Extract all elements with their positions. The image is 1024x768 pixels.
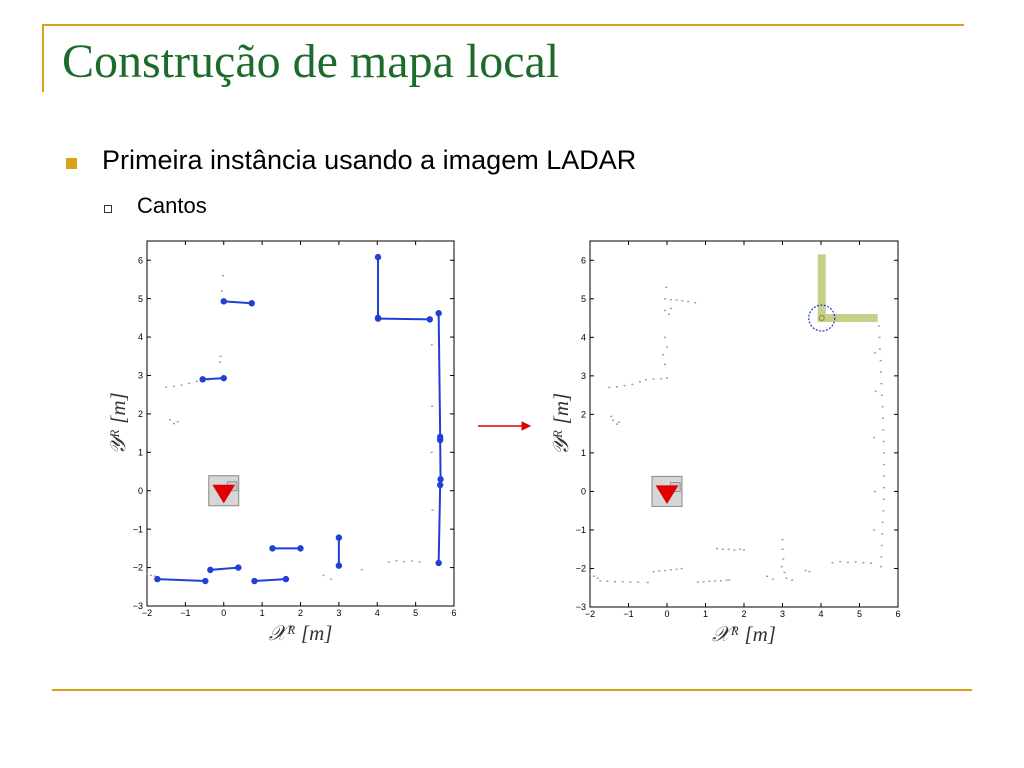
scan-point <box>791 579 793 580</box>
scan-point <box>694 302 696 303</box>
scan-point <box>431 344 433 345</box>
scan-point <box>726 579 728 580</box>
scan-point <box>875 391 877 392</box>
scan-point <box>188 383 190 384</box>
y-tick-label: −3 <box>132 601 143 612</box>
scan-point <box>681 568 683 569</box>
segment-endpoint <box>154 576 160 582</box>
x-tick-label: −1 <box>180 608 191 618</box>
scan-point <box>181 384 183 385</box>
y-tick-label: 1 <box>137 447 143 458</box>
scan-point <box>599 580 601 581</box>
title-accent-horizontal <box>42 24 964 26</box>
scan-point <box>221 290 223 291</box>
y-tick-label: −2 <box>575 563 586 574</box>
slide-title: Construção de mapa local <box>62 35 560 88</box>
y-tick-label: 0 <box>580 486 586 497</box>
y-tick-label: 6 <box>580 255 586 266</box>
x-tick-label: 3 <box>779 609 786 619</box>
chart-right-corner <box>540 228 920 658</box>
segment-endpoint <box>221 298 227 304</box>
scan-point <box>708 581 710 582</box>
segment-endpoint <box>199 376 205 382</box>
scan-point <box>664 570 666 571</box>
scan-point <box>670 299 672 300</box>
segment-endpoint <box>207 567 213 573</box>
scan-point <box>330 579 332 580</box>
scan-point <box>616 386 618 387</box>
scan-point <box>664 337 666 338</box>
scan-point <box>728 549 730 550</box>
scan-point <box>862 562 864 563</box>
y-tick-label: 5 <box>580 293 586 304</box>
scan-point <box>165 386 167 387</box>
scan-point <box>879 337 881 338</box>
scan-point <box>716 548 718 549</box>
scan-point <box>714 580 716 581</box>
scan-point <box>766 576 768 577</box>
y-tick-label: 6 <box>137 255 143 266</box>
scan-point <box>882 522 884 523</box>
scan-point <box>880 371 882 372</box>
segment-endpoint <box>435 310 441 316</box>
scan-point <box>882 406 884 407</box>
scan-point <box>608 387 610 388</box>
scan-point <box>881 395 883 396</box>
x-tick-label: 2 <box>741 609 747 619</box>
scan-point <box>870 562 872 563</box>
scan-point <box>146 573 148 574</box>
x-tick-label: 0 <box>664 609 670 619</box>
scan-point <box>597 578 599 579</box>
scan-point <box>883 475 885 476</box>
y-tick-label: 2 <box>137 409 143 420</box>
scan-point <box>411 560 413 561</box>
y-tick-label: 5 <box>137 293 143 304</box>
y-tick-label: 0 <box>137 485 143 496</box>
scan-point <box>681 300 683 301</box>
segment-endpoint <box>249 300 255 306</box>
scan-point <box>658 570 660 571</box>
scan-point <box>808 571 810 572</box>
segment-endpoint <box>435 560 441 566</box>
x-tick-label: 5 <box>856 609 863 619</box>
scan-point <box>639 381 641 382</box>
y-tick-label: −1 <box>575 525 586 536</box>
y-tick-label: 2 <box>580 409 586 420</box>
line-segment <box>378 319 430 320</box>
scan-point <box>662 354 664 355</box>
title-accent-vertical <box>42 24 44 92</box>
scan-point <box>703 581 705 582</box>
x-tick-label: −2 <box>141 608 153 618</box>
segment-endpoint <box>336 562 342 568</box>
scan-point <box>733 549 735 550</box>
scan-point <box>883 464 885 465</box>
scan-point <box>403 561 405 562</box>
scan-point <box>388 561 390 562</box>
scan-point <box>805 570 807 571</box>
scan-point <box>622 581 624 582</box>
scan-point <box>879 348 881 349</box>
scan-point <box>323 575 325 576</box>
scan-point <box>878 325 880 326</box>
x-tick-label: 1 <box>702 609 709 619</box>
scan-point <box>882 429 884 430</box>
bullet-level-1-text: Primeira instância usando a imagem LADAR <box>102 145 637 175</box>
y-tick-label: 3 <box>580 370 586 381</box>
scan-point <box>839 561 841 562</box>
scan-point <box>637 581 639 582</box>
bullet-square-icon <box>66 158 77 169</box>
bullet-level-2-text: Cantos <box>137 193 207 218</box>
scan-point <box>883 452 885 453</box>
x-tick-label: 4 <box>374 608 380 618</box>
y-tick-label: 3 <box>137 370 143 381</box>
scan-point <box>150 575 152 576</box>
y-tick-label: −1 <box>132 524 143 535</box>
scan-point <box>722 549 724 550</box>
scan-point <box>624 385 626 386</box>
scan-point <box>785 578 787 579</box>
scan-point <box>431 452 433 453</box>
scan-point <box>873 437 875 438</box>
scan-point <box>687 301 689 302</box>
scan-point <box>395 560 397 561</box>
y-tick-label: 4 <box>580 332 586 343</box>
x-tick-label: −1 <box>623 609 634 619</box>
segment-endpoint <box>251 578 257 584</box>
scan-point <box>676 569 678 570</box>
x-tick-label: 4 <box>818 609 824 619</box>
x-tick-label: 1 <box>259 608 265 618</box>
y-tick-label: −3 <box>575 602 586 613</box>
scan-point <box>154 575 156 576</box>
segment-endpoint <box>437 476 443 482</box>
segment-endpoint <box>427 316 433 322</box>
scan-point <box>665 287 667 288</box>
scan-point <box>782 539 784 540</box>
scan-point <box>668 314 670 315</box>
scan-point <box>432 509 434 510</box>
x-tick-label: 3 <box>336 608 342 618</box>
scan-point <box>664 364 666 365</box>
scan-point <box>883 499 885 500</box>
scan-point <box>832 562 834 563</box>
arrow-head <box>522 422 530 430</box>
scan-point <box>781 566 783 567</box>
scan-point <box>720 580 722 581</box>
scan-point <box>847 562 849 563</box>
scan-point <box>676 299 678 300</box>
x-tick-label: 6 <box>451 608 457 618</box>
x-axis-label: 𝒳ᴿ [m] <box>712 622 776 646</box>
scan-point <box>883 487 885 488</box>
scan-point <box>772 579 774 580</box>
segment-endpoint <box>336 534 342 540</box>
scan-point <box>589 574 591 575</box>
scan-point <box>653 571 655 572</box>
x-tick-label: 0 <box>221 608 227 618</box>
scan-point <box>743 549 745 550</box>
scan-point <box>882 418 884 419</box>
bullet-hollow-square-icon <box>104 205 112 213</box>
scan-point <box>664 298 666 299</box>
scan-point <box>629 581 631 582</box>
y-tick-label: 1 <box>580 448 586 459</box>
segment-endpoint <box>283 576 289 582</box>
segment-endpoint <box>437 437 443 443</box>
x-tick-label: −2 <box>584 609 596 619</box>
scan-point <box>855 561 857 562</box>
scan-point <box>883 441 885 442</box>
scan-point <box>618 421 620 422</box>
segment-endpoint <box>221 375 227 381</box>
scan-point <box>612 420 614 421</box>
scan-point <box>606 581 608 582</box>
arrow-icon <box>476 419 532 433</box>
segment-endpoint <box>375 315 381 321</box>
scan-point <box>880 566 882 567</box>
scan-point <box>647 582 649 583</box>
scan-point <box>881 545 883 546</box>
scan-point <box>783 572 785 573</box>
scan-point <box>196 381 198 382</box>
scan-point <box>670 569 672 570</box>
scan-point <box>881 533 883 534</box>
scan-point <box>666 346 668 347</box>
scan-point <box>739 549 741 550</box>
x-axis-label: 𝒳ᴿ [m] <box>268 621 333 645</box>
scan-point <box>697 581 699 582</box>
y-tick-label: 4 <box>137 332 143 343</box>
scan-point <box>670 308 672 309</box>
scan-point <box>361 569 363 570</box>
scan-point <box>782 549 784 550</box>
scan-point <box>207 379 209 380</box>
segment-endpoint <box>297 545 303 551</box>
scan-point <box>431 406 433 407</box>
plot-frame <box>590 241 898 607</box>
scan-point <box>220 356 222 357</box>
scan-point <box>222 275 224 276</box>
y-axis-label: 𝒴ᴿ [m] <box>106 392 130 455</box>
scan-point <box>782 558 784 559</box>
segment-endpoint <box>437 482 443 488</box>
scan-point <box>880 556 882 557</box>
scan-point <box>173 386 175 387</box>
scan-point <box>173 423 175 424</box>
scan-point <box>880 383 882 384</box>
scan-point <box>645 379 647 380</box>
scan-point <box>664 310 666 311</box>
scan-point <box>177 421 179 422</box>
scan-point <box>873 529 875 530</box>
x-tick-label: 6 <box>895 609 901 619</box>
scan-point <box>666 377 668 378</box>
y-axis-label: 𝒴ᴿ [m] <box>549 392 573 456</box>
scan-point <box>610 416 612 417</box>
chart-left-segments <box>100 228 480 658</box>
scan-point <box>631 384 633 385</box>
scan-point <box>616 423 618 424</box>
scan-point <box>169 419 171 420</box>
scan-point <box>593 576 595 577</box>
y-tick-label: −2 <box>132 562 143 573</box>
segment-endpoint <box>269 545 275 551</box>
segment-endpoint <box>202 578 208 584</box>
scan-point <box>614 581 616 582</box>
segment-endpoint <box>375 254 381 260</box>
scan-point <box>418 561 420 562</box>
scan-point <box>660 378 662 379</box>
scan-point <box>874 352 876 353</box>
scan-point <box>882 510 884 511</box>
scan-point <box>219 361 221 362</box>
segment-endpoint <box>235 564 241 570</box>
x-tick-label: 2 <box>297 608 304 618</box>
scan-point <box>874 491 876 492</box>
scan-point <box>880 360 882 361</box>
footer-rule <box>52 689 972 691</box>
scan-point <box>653 378 655 379</box>
x-tick-label: 5 <box>413 608 419 618</box>
scan-point <box>728 579 730 580</box>
